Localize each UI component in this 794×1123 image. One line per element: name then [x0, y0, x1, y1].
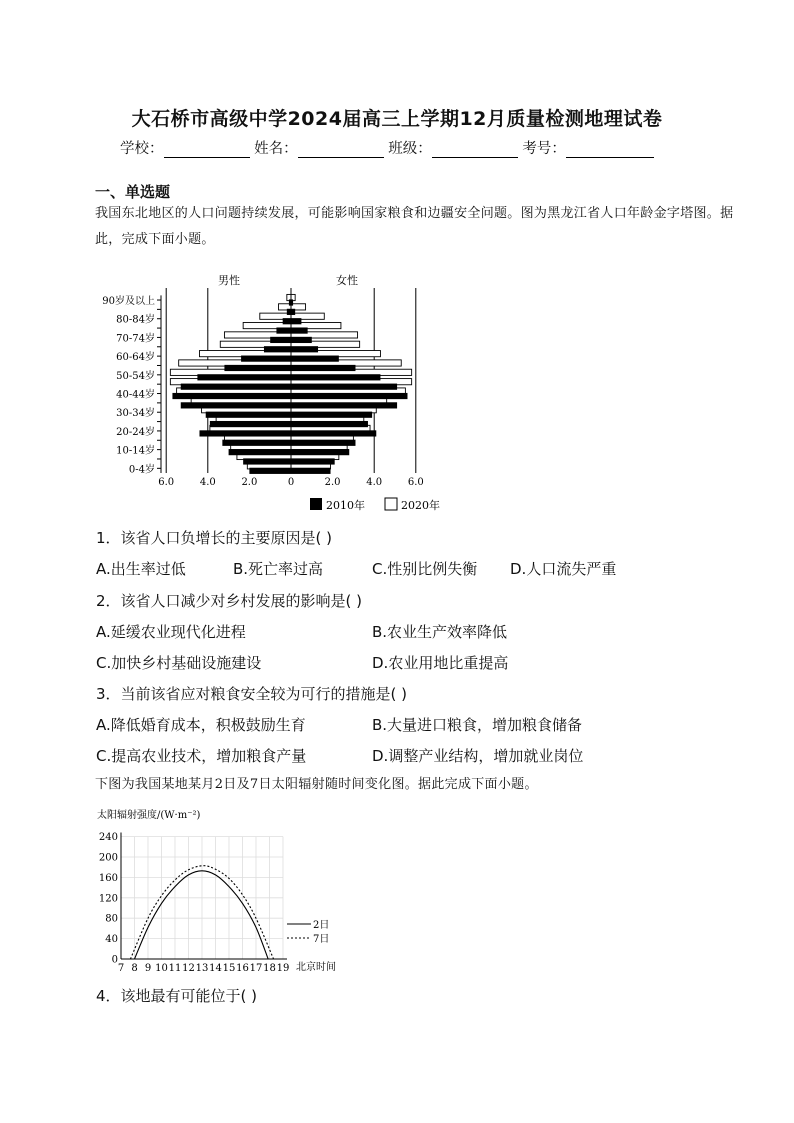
- legend-2d-label: 2日: [313, 920, 330, 931]
- pyramid-y-tick-label: 80-84岁: [116, 314, 155, 326]
- pyramid-x-tick: 6.0: [158, 477, 175, 488]
- pyramid-y-tick-label: 10-14岁: [116, 445, 155, 457]
- id-label: 考号：: [522, 141, 566, 157]
- intro-text-1: 我国东北地区的人口问题持续发展，可能影响国家粮食和边疆安全问题。图为黑龙江省人口年龄金字塔图。据此，完成下面小题。: [95, 206, 734, 247]
- q1-option-c[interactable]: C.性别比例失衡: [372, 560, 478, 578]
- pyramid-y-tick-label: 50-54岁: [116, 370, 155, 382]
- question-1-stem: 1．该省人口负增长的主要原因是( ): [96, 529, 333, 547]
- legend-2010-swatch: [310, 498, 322, 510]
- solar-ylabel: 太阳辐射强度/(W·m⁻²): [97, 810, 201, 821]
- female-label: 女性: [336, 274, 358, 287]
- pyramid-x-tick: 2.0: [241, 477, 258, 488]
- q3-option-b[interactable]: B.大量进口粮食，增加粮食储备: [372, 716, 583, 734]
- student-info-line: [120, 137, 654, 158]
- solar-y-tick-label: 200: [98, 852, 118, 864]
- pyramid-bar-2010: [243, 458, 335, 464]
- class-label: 班级：: [388, 141, 432, 157]
- solar-x-tick-label: 19: [276, 963, 290, 974]
- solar-x-tick-label: 17: [249, 963, 263, 974]
- solar-y-tick-label: 160: [98, 872, 118, 884]
- pyramid-y-tick-label: 90岁及以上: [102, 296, 155, 308]
- school-blank[interactable]: [164, 141, 250, 158]
- pyramid-bar-2010: [181, 402, 397, 408]
- exam-title: 大石桥市高级中学2024届高三上学期12月质量检测地理试卷: [131, 108, 663, 130]
- solar-x-tick-label: 7: [117, 963, 125, 974]
- solar-series-2日: [135, 871, 269, 959]
- solar-y-tick-label: 80: [105, 913, 118, 925]
- pyramid-bar-2010: [276, 327, 307, 333]
- q1-option-d[interactable]: D.人口流失严重: [510, 560, 617, 578]
- pyramid-bar-2010: [206, 412, 372, 418]
- pyramid-x-tick: 6.0: [407, 477, 424, 488]
- pyramid-y-tick-label: 70-74岁: [116, 333, 155, 345]
- solar-x-tick-label: 14: [209, 963, 222, 974]
- pyramid-bar-2010: [241, 356, 339, 362]
- q2-option-c[interactable]: C.加快乡村基础设施建设: [96, 654, 262, 672]
- pyramid-bar-2010: [197, 374, 380, 380]
- male-label: 男性: [218, 274, 240, 287]
- q3-option-a[interactable]: A.降低婚育成本，积极鼓励生育: [96, 716, 306, 734]
- pyramid-y-tick-label: 60-64岁: [116, 352, 155, 364]
- pyramid-bar-2010: [172, 393, 407, 399]
- pyramid-bar-2010: [181, 384, 397, 390]
- pyramid-y-tick-label: 40-44岁: [116, 389, 155, 401]
- solar-x-tick-label: 9: [144, 963, 152, 974]
- pyramid-bar-2010: [199, 430, 376, 436]
- solar-xlabel: 北京时间: [296, 962, 336, 973]
- solar-x-tick-label: 13: [195, 963, 209, 974]
- pyramid-bars: [170, 288, 411, 474]
- q1-option-a[interactable]: A.出生率过低: [96, 560, 186, 578]
- question-4-stem: 4．该地最有可能位于( ): [96, 987, 258, 1005]
- id-blank[interactable]: [566, 141, 654, 158]
- name-label: 姓名：: [254, 141, 298, 157]
- solar-radiation-chart: [95, 804, 355, 976]
- q2-option-d[interactable]: D.农业用地比重提高: [372, 654, 509, 672]
- solar-y-tick-label: 40: [105, 934, 118, 946]
- pyramid-x-tick: 4.0: [199, 477, 216, 488]
- legend-7d-label: 7日: [313, 934, 330, 945]
- name-blank[interactable]: [298, 141, 384, 158]
- solar-x-tick-label: 12: [182, 963, 195, 974]
- solar-grid: [99, 832, 289, 974]
- legend-2010-label: 2010年: [326, 499, 365, 512]
- class-blank[interactable]: [432, 141, 518, 158]
- q1-option-b[interactable]: B.死亡率过高: [233, 560, 324, 578]
- solar-x-tick-label: 16: [236, 963, 249, 974]
- solar-x-tick-label: 15: [222, 963, 236, 974]
- solar-x-tick-label: 8: [131, 963, 138, 974]
- solar-y-tick-label: 120: [98, 893, 118, 905]
- pyramid-bar-2010: [210, 421, 368, 427]
- pyramid-x-tick: 0: [287, 477, 295, 488]
- q3-option-c[interactable]: C.提高农业技术，增加粮食产量: [96, 747, 307, 765]
- solar-y-tick-label: 0: [111, 954, 118, 966]
- school-label: 学校：: [120, 141, 164, 157]
- pyramid-x-tick: 2.0: [324, 477, 341, 488]
- solar-x-tick-label: 18: [263, 963, 276, 974]
- pyramid-bar-2010: [222, 440, 355, 446]
- pyramid-bar-2010: [229, 449, 350, 455]
- pyramid-x-tick: 4.0: [366, 477, 383, 488]
- section-heading: 一、单选题: [95, 183, 171, 201]
- solar-y-tick-label: 240: [98, 832, 118, 844]
- question-2-stem: 2．该省人口减少对乡村发展的影响是( ): [96, 592, 363, 610]
- population-pyramid-chart: [95, 268, 445, 520]
- pyramid-bar-2010: [249, 468, 330, 474]
- legend-2020-swatch: [385, 498, 397, 510]
- solar-x-tick-label: 10: [155, 963, 168, 974]
- q2-option-a[interactable]: A.延缓农业现代化进程: [96, 623, 246, 641]
- pyramid-bar-2010: [224, 365, 355, 371]
- pyramid-y-tick-label: 20-24岁: [116, 426, 155, 438]
- intro-text-2: 下图为我国某地某月2日及7日太阳辐射随时间变化图。据此完成下面小题。: [95, 777, 538, 792]
- pyramid-y-tick-label: 0-4岁: [128, 464, 155, 476]
- solar-x-tick-label: 11: [168, 963, 182, 974]
- question-3-stem: 3．当前该省应对粮食安全较为可行的措施是( ): [96, 685, 408, 703]
- legend-2020-label: 2020年: [401, 499, 440, 512]
- q2-option-b[interactable]: B.农业生产效率降低: [372, 623, 508, 641]
- pyramid-y-tick-label: 30-34岁: [116, 408, 155, 420]
- q3-option-d[interactable]: D.调整产业结构，增加就业岗位: [372, 747, 584, 765]
- pyramid-bar-2010: [283, 318, 302, 324]
